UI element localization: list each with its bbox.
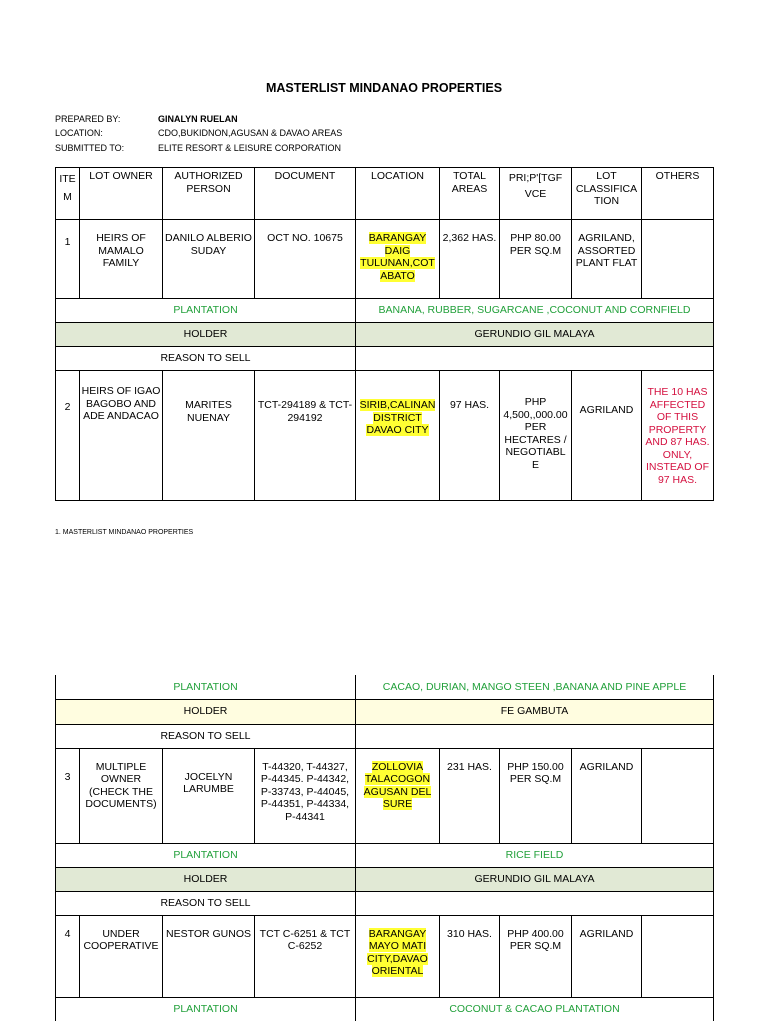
plantation-row [56, 843, 714, 867]
reason-row [56, 724, 714, 748]
plantation-label: PLANTATION [56, 843, 356, 867]
plantation-label: PLANTATION [56, 997, 356, 1021]
header-lot-owner: LOT OWNER [80, 168, 163, 220]
holder-label: HOLDER [56, 699, 356, 724]
cell-person: NESTOR GUNOS [163, 915, 255, 997]
document-title: MASTERLIST MINDANAO PROPERTIES [265, 81, 503, 95]
cell-area: 310 HAS. [440, 915, 500, 997]
cell-class: AGRILAND [572, 915, 642, 997]
cell-owner: HEIRS OF MAMALO FAMILY [80, 220, 163, 299]
cell-person: JOCELYN LARUMBE [163, 748, 255, 843]
cell-others: THE 10 HAS AFFECTED OF THIS PROPERTY AND 87 HAS. ONLY, INSTEAD OF 97 HAS. [642, 371, 714, 501]
plantation-value: BANANA, RUBBER, SUGARCANE ,COCONUT AND CORNFIELD [356, 299, 714, 323]
holder-value: FE GAMBUTA [356, 699, 714, 724]
cell-owner: MULTIPLE OWNER (CHECK THE DOCUMENTS) [80, 748, 163, 843]
cell-item: 2 [56, 371, 80, 501]
properties-table-page-2 [55, 675, 714, 1021]
holder-row [56, 867, 714, 891]
cell-item: 1 [56, 220, 80, 299]
meta-label: LOCATION: [55, 128, 103, 138]
location-highlight: BARANGAY MAYO MATI CITY,DAVAO ORIENTAL [367, 927, 428, 977]
plantation-value: COCONUT & CACAO PLANTATION [356, 997, 714, 1021]
cell-location [356, 220, 440, 299]
reason-row [56, 891, 714, 915]
cell-class: AGRILAND, ASSORTED PLANT FLAT [572, 220, 642, 299]
cell-item: 3 [56, 748, 80, 843]
properties-table-page-1 [55, 167, 714, 501]
holder-label: HOLDER [56, 867, 356, 891]
meta-value: ELITE RESORT & LEISURE CORPORATION [158, 143, 342, 153]
header-authorized-person: AUTHORIZED PERSON [163, 168, 255, 220]
header-lot-classification: LOT CLASSIFICA TION [572, 168, 642, 220]
cell-area: 97 HAS. [440, 371, 500, 501]
header-price: PRI;P'[TGF VCE [500, 168, 572, 220]
plantation-label: PLANTATION [56, 675, 356, 699]
cell-others [642, 220, 714, 299]
cell-price: PHP 150.00 PER SQ.M [500, 748, 572, 843]
reason-value [356, 891, 714, 915]
reason-label: REASON TO SELL [56, 724, 356, 748]
reason-value [356, 724, 714, 748]
plantation-row [56, 675, 714, 699]
reason-label: REASON TO SELL [56, 891, 356, 915]
cell-location [356, 371, 440, 501]
cell-person: MARITES NUENAY [163, 371, 255, 501]
footer-note: 1. MASTERLIST MINDANAO PROPERTIES [55, 529, 194, 536]
meta-label: SUBMITTED TO: [55, 143, 125, 153]
table-header-row [56, 168, 714, 220]
table-row [56, 220, 714, 299]
meta-value: GINALYN RUELAN [158, 114, 238, 124]
cell-document: OCT NO. 10675 [255, 220, 356, 299]
cell-owner: UNDER COOPERATIVE [80, 915, 163, 997]
holder-label: HOLDER [56, 323, 356, 347]
cell-document: TCT-294189 & TCT-294192 [255, 371, 356, 501]
location-highlight: BARANGAY DAIG TULUNAN,COT ABATO [360, 232, 435, 282]
cell-price: PHP 400.00 PER SQ.M [500, 915, 572, 997]
meta-value: CDO,BUKIDNON,AGUSAN & DAVAO AREAS [158, 128, 343, 138]
holder-value: GERUNDIO GIL MALAYA [356, 323, 714, 347]
plantation-row [56, 299, 714, 323]
cell-item: 4 [56, 915, 80, 997]
reason-value [356, 347, 714, 371]
header-total-areas: TOTAL AREAS [440, 168, 500, 220]
cell-location [356, 748, 440, 843]
cell-owner: HEIRS OF IGAO BAGOBO AND ADE ANDACAO [80, 371, 163, 501]
cell-document: TCT C-6251 & TCT C-6252 [255, 915, 356, 997]
reason-label: REASON TO SELL [56, 347, 356, 371]
header-others: OTHERS [642, 168, 714, 220]
location-highlight: SIRIB,CALINAN DISTRICT DAVAO CITY [359, 399, 436, 436]
holder-row [56, 323, 714, 347]
header-item: ITE M [56, 168, 80, 220]
reason-row [56, 347, 714, 371]
cell-others [642, 915, 714, 997]
cell-area: 231 HAS. [440, 748, 500, 843]
cell-price: PHP 80.00 PER SQ.M [500, 220, 572, 299]
holder-value: GERUNDIO GIL MALAYA [356, 867, 714, 891]
cell-others [642, 748, 714, 843]
table-row [56, 915, 714, 997]
cell-class: AGRILAND [572, 371, 642, 501]
header-location: LOCATION [356, 168, 440, 220]
holder-row [56, 699, 714, 724]
plantation-value: RICE FIELD [356, 843, 714, 867]
plantation-label: PLANTATION [56, 299, 356, 323]
cell-class: AGRILAND [572, 748, 642, 843]
header-document: DOCUMENT [255, 168, 356, 220]
cell-location [356, 915, 440, 997]
meta-label: PREPARED BY: [55, 114, 121, 124]
location-highlight: ZOLLOVIA TALACOGON AGUSAN DEL SURE [363, 760, 432, 810]
cell-person: DANILO ALBERIO SUDAY [163, 220, 255, 299]
plantation-value: CACAO, DURIAN, MANGO STEEN ,BANANA AND PINE APPLE [356, 675, 714, 699]
cell-document: T-44320, T-44327, P-44345. P-44342, P-33743, P-44045, P-44351, P-44334, P-44341 [255, 748, 356, 843]
cell-area: 2,362 HAS. [440, 220, 500, 299]
cell-price: PHP 4,500,,000.00 PER HECTARES / NEGOTIABL E [500, 371, 572, 501]
table-row [56, 748, 714, 843]
table-row [56, 371, 714, 501]
plantation-row [56, 997, 714, 1021]
